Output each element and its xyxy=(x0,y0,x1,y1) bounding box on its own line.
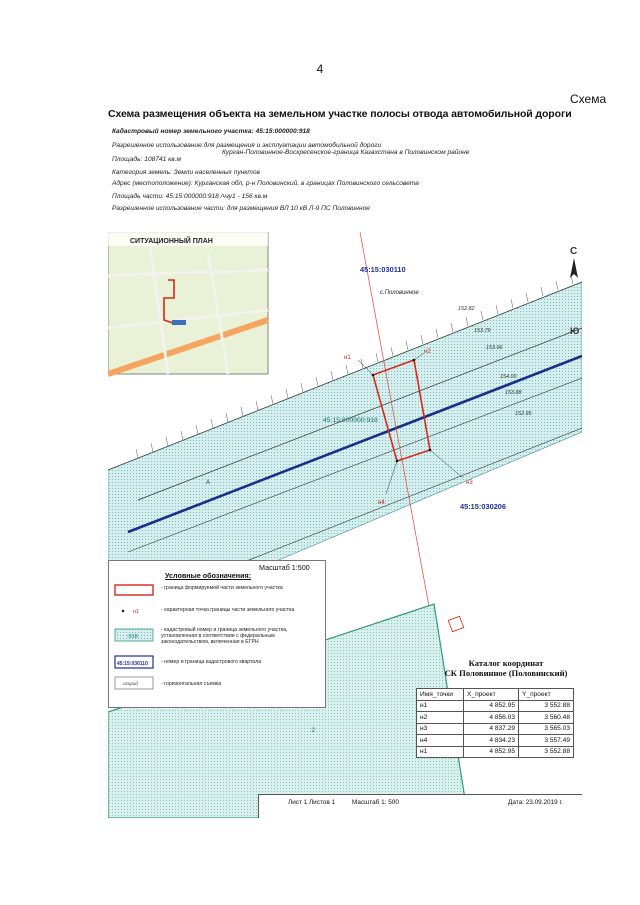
legend-item-survey: - горизонтальная съемка xyxy=(161,681,222,687)
legend-quarter-sample: 45:15:030110 xyxy=(117,661,148,667)
permitted-use-line: Разрешенное использование:для размещения и эксплуатации автомобильной дороги xyxy=(112,142,382,149)
legend-boundary-swatch xyxy=(115,585,153,595)
elevation-label: 153.88 xyxy=(505,390,522,396)
label-n3: н3 xyxy=(466,480,473,486)
elevation-label: 152.82 xyxy=(458,306,475,312)
cadastral-number-line: Кадастровый номер земельного участка: 45:15:000000:918 xyxy=(112,128,310,135)
legend xyxy=(108,560,326,708)
footer-date: Дата: 23.09.2019 г. xyxy=(508,799,563,806)
table-row xyxy=(417,746,574,758)
table-row xyxy=(417,700,574,712)
document-title: Схема размещения объекта на земельном участке полосы отвода автомобильной дороги xyxy=(108,108,572,120)
y-cell: 3 560.48 xyxy=(519,712,574,724)
table-header-row xyxy=(417,689,574,701)
pole-marker xyxy=(448,616,463,631)
column-header: Имя_точки xyxy=(417,689,464,701)
legend-item-parcel: - кадастровый номер и граница земельного участка, установленная в соответствии с федеральным законодательством, включенная в ЕГРН xyxy=(161,627,288,645)
table-row xyxy=(417,723,574,735)
legend-point-swatch xyxy=(122,610,124,612)
sheet-info: Лист 1 Листов 1 xyxy=(288,799,336,806)
table-row xyxy=(417,712,574,724)
column-header: X_проект xyxy=(464,689,519,701)
quarter-number-south: 45:15:030206 xyxy=(460,502,507,511)
lower-parcel-label: :2 xyxy=(310,728,316,734)
point-name-cell: н4 xyxy=(417,735,464,747)
legend-item-boundary: - граница формируемой части земельного участка xyxy=(161,585,283,591)
legend-title: Условные обозначения: xyxy=(165,571,252,580)
situational-plan-title: СИТУАЦИОННЫЙ ПЛАН xyxy=(130,238,213,245)
footer-scale: Масштаб 1: 500 xyxy=(352,799,399,806)
x-cell: 4 852.95 xyxy=(464,700,519,712)
legend-scale: Масштаб 1:500 xyxy=(259,563,310,572)
legend-parcel-sample: :918 xyxy=(127,634,138,640)
road-name-line: Курган-Половинное-Воскресенское-граница Казахстана в Половинском районе xyxy=(222,149,470,156)
y-cell: 3 552.88 xyxy=(519,746,574,758)
label-n2: н2 xyxy=(424,349,431,355)
part-area-line: Площадь части: 45:15:000000:918 /чзу1 - 156 кв.м xyxy=(112,193,268,200)
coordinate-catalog-table xyxy=(416,688,574,758)
legend-survey-sample: огород xyxy=(123,681,138,686)
y-cell: 3 565.03 xyxy=(519,723,574,735)
column-header: Y_проект xyxy=(519,689,574,701)
catalog-title-line-2: СК Половинное (Половинский) xyxy=(444,668,568,678)
road-letter: А xyxy=(206,480,211,486)
x-cell: 4 834.23 xyxy=(464,735,519,747)
point-name-cell: н1 xyxy=(417,746,464,758)
x-cell: 4 852.95 xyxy=(464,746,519,758)
point-name-cell: н1 xyxy=(417,700,464,712)
area-line: Площадь: 108741 кв.м xyxy=(112,156,182,163)
situational-plan-inset xyxy=(108,232,268,374)
x-cell: 4 856.03 xyxy=(464,712,519,724)
elevation-label: 153.79 xyxy=(474,328,491,334)
table-row xyxy=(417,735,574,747)
land-category-line: Категория земель: Земли населенных пунктов xyxy=(112,169,260,176)
parcel-label: 45:15:000000:918 xyxy=(323,417,378,424)
address-line: Адрес (местоположение): Курганская обл, р-н Половинский, в границах Половинского сельсовета xyxy=(112,180,419,187)
catalog-title-line-1: Каталог координат xyxy=(468,658,544,668)
elevation-label: 154.00 xyxy=(500,374,517,380)
quarter-number-north: 45:15:030110 xyxy=(360,265,406,274)
edge-mark-north: С xyxy=(570,246,578,257)
label-n1: н1 xyxy=(344,355,351,361)
elevation-label: 153.96 xyxy=(486,345,503,351)
y-cell: 3 552.88 xyxy=(519,700,574,712)
label-n4: н4 xyxy=(378,500,385,506)
elevation-label: 152.95 xyxy=(515,411,532,417)
scheme-label: Схема xyxy=(570,92,607,106)
settlement-label: с.Половинное xyxy=(380,290,419,296)
legend-point-sample: н1 xyxy=(133,609,139,615)
scheme-document xyxy=(108,108,582,818)
point-name-cell: н2 xyxy=(417,712,464,724)
edge-mark-south: Ю xyxy=(570,326,580,336)
legend-symbols xyxy=(113,583,157,703)
x-cell: 4 837.29 xyxy=(464,723,519,735)
catalog-title xyxy=(426,658,582,678)
north-arrow xyxy=(570,258,578,278)
point-name-cell: н3 xyxy=(417,723,464,735)
y-cell: 3 557.49 xyxy=(519,735,574,747)
legend-item-point: - характерная точка границы части земельного участка xyxy=(161,607,295,613)
part-use-line: Разрешенное использование части: для размещения ВЛ 10 кВ Л-9 ПС Половинное xyxy=(112,205,370,212)
title-block xyxy=(258,794,582,818)
legend-item-quarter: - номер и граница кадастрового квартала xyxy=(161,659,262,665)
page-number: 4 xyxy=(316,62,324,76)
